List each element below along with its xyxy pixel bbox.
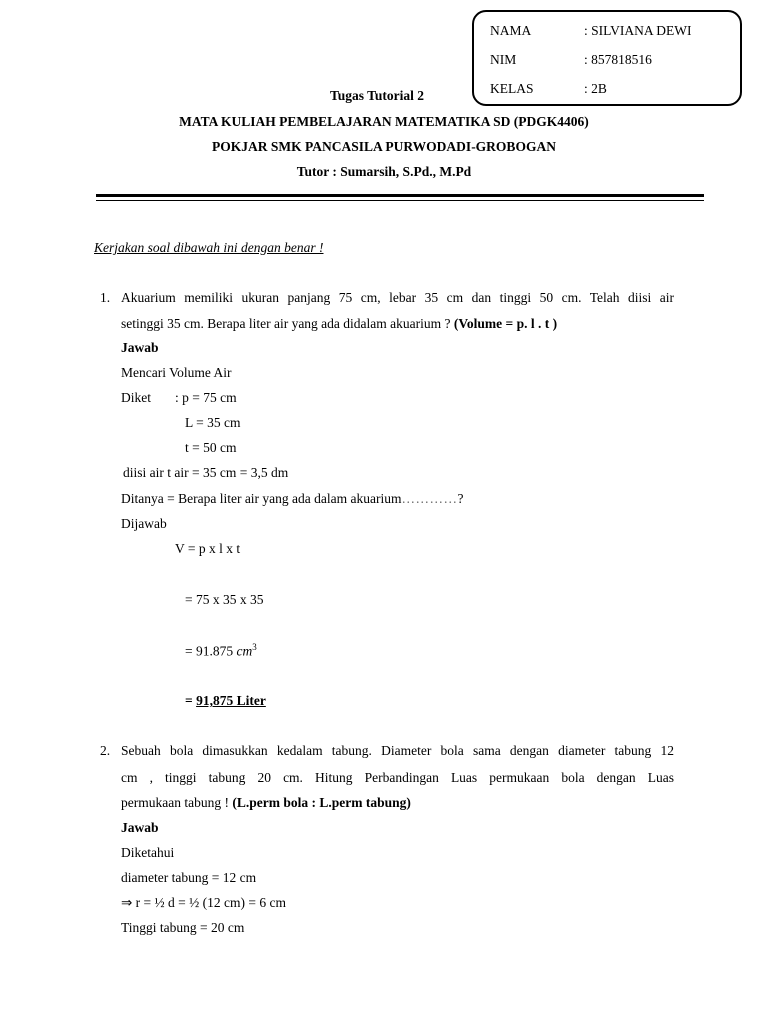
q1-question: setinggi 35 cm. Berapa liter air yang ada didalam akuarium ? bbox=[121, 316, 454, 331]
course-title: MATA KULIAH PEMBELAJARAN MATEMATIKA SD (PDGK4406) bbox=[179, 114, 589, 129]
tutor-line: Tutor : Sumarsih, S.Pd., M.Pd bbox=[296, 164, 472, 179]
header-divider-thin bbox=[96, 200, 704, 201]
identity-key: KELAS bbox=[490, 81, 534, 96]
q2-question: permukaan tabung ! bbox=[121, 795, 233, 810]
q1-diket-t: t = 50 cm bbox=[185, 440, 237, 455]
q1-ditanya bbox=[121, 491, 464, 507]
q2-ratio-hint: (L.perm bola : L.perm tabung) bbox=[232, 795, 411, 810]
q1-ditanya-text: Ditanya = Berapa liter air yang ada dalam akuarium bbox=[121, 491, 402, 506]
q2-radius: ⇒ r = ½ d = ½ (12 cm) = 6 cm bbox=[121, 895, 286, 910]
identity-value: : 857818516 bbox=[584, 52, 652, 67]
header-divider-thick bbox=[96, 194, 704, 197]
instruction: Kerjakan soal dibawah ini dengan benar ! bbox=[94, 240, 324, 255]
q1-diisi: diisi air t air = 35 cm = 3,5 dm bbox=[123, 465, 289, 480]
q1-step2 bbox=[185, 642, 257, 660]
identity-box bbox=[472, 10, 742, 106]
q2-diameter: diameter tabung = 12 cm bbox=[121, 870, 257, 885]
q1-number: 1. bbox=[100, 290, 111, 305]
q1-dijawab: Dijawab bbox=[121, 516, 167, 531]
q1-formula-hint: (Volume = p. l . t ) bbox=[453, 316, 558, 331]
q1-step1: = 75 x 35 x 35 bbox=[185, 592, 264, 607]
q2-diketahui: Diketahui bbox=[121, 845, 175, 860]
q2-text-line1: Sebuah bola dimasukkan kedalam tabung. Diameter bola sama dengan diameter tabung 12 bbox=[121, 743, 674, 758]
q1-step3-prefix: = bbox=[185, 693, 197, 708]
q1-step3 bbox=[185, 693, 266, 709]
q2-jawab: Jawab bbox=[121, 820, 159, 835]
q1-ditanya-dots: ………… bbox=[401, 491, 458, 506]
q1-text-line1: Akuarium memiliki ukuran panjang 75 cm, lebar 35 cm dan tinggi 50 cm. Telah diisi air bbox=[121, 290, 674, 305]
q1-text-line2 bbox=[121, 316, 557, 332]
q1-formula: V = p x l x t bbox=[175, 541, 241, 556]
identity-key: NAMA bbox=[490, 23, 532, 38]
pokjar-title: POKJAR SMK PANCASILA PURWODADI-GROBOGAN bbox=[212, 139, 556, 154]
q1-diket-label: Diket bbox=[121, 390, 151, 405]
identity-value: : SILVIANA DEWI bbox=[584, 23, 692, 38]
q1-mencari: Mencari Volume Air bbox=[121, 365, 232, 380]
assignment-title: Tugas Tutorial 2 bbox=[330, 88, 425, 103]
identity-key: NIM bbox=[490, 52, 517, 67]
q1-step2-value: = 91.875 bbox=[185, 643, 237, 659]
q1-step2-unit: cm bbox=[236, 643, 253, 659]
q2-text-line2: cm , tinggi tabung 20 cm. Hitung Perbandingan Luas permukaan bola dengan Luas bbox=[121, 770, 674, 785]
identity-value: : 2B bbox=[584, 81, 607, 96]
q2-number: 2. bbox=[100, 743, 111, 758]
q1-jawab: Jawab bbox=[121, 340, 159, 355]
q1-final-answer: 91,875 Liter bbox=[196, 693, 266, 708]
q1-step2-exponent: 3 bbox=[252, 642, 257, 652]
q1-diket-p: : p = 75 cm bbox=[175, 390, 237, 405]
q1-ditanya-end: ? bbox=[457, 491, 464, 506]
q2-text-line3 bbox=[121, 795, 411, 811]
q1-diket-l: L = 35 cm bbox=[185, 415, 241, 430]
q2-tinggi: Tinggi tabung = 20 cm bbox=[121, 920, 245, 935]
